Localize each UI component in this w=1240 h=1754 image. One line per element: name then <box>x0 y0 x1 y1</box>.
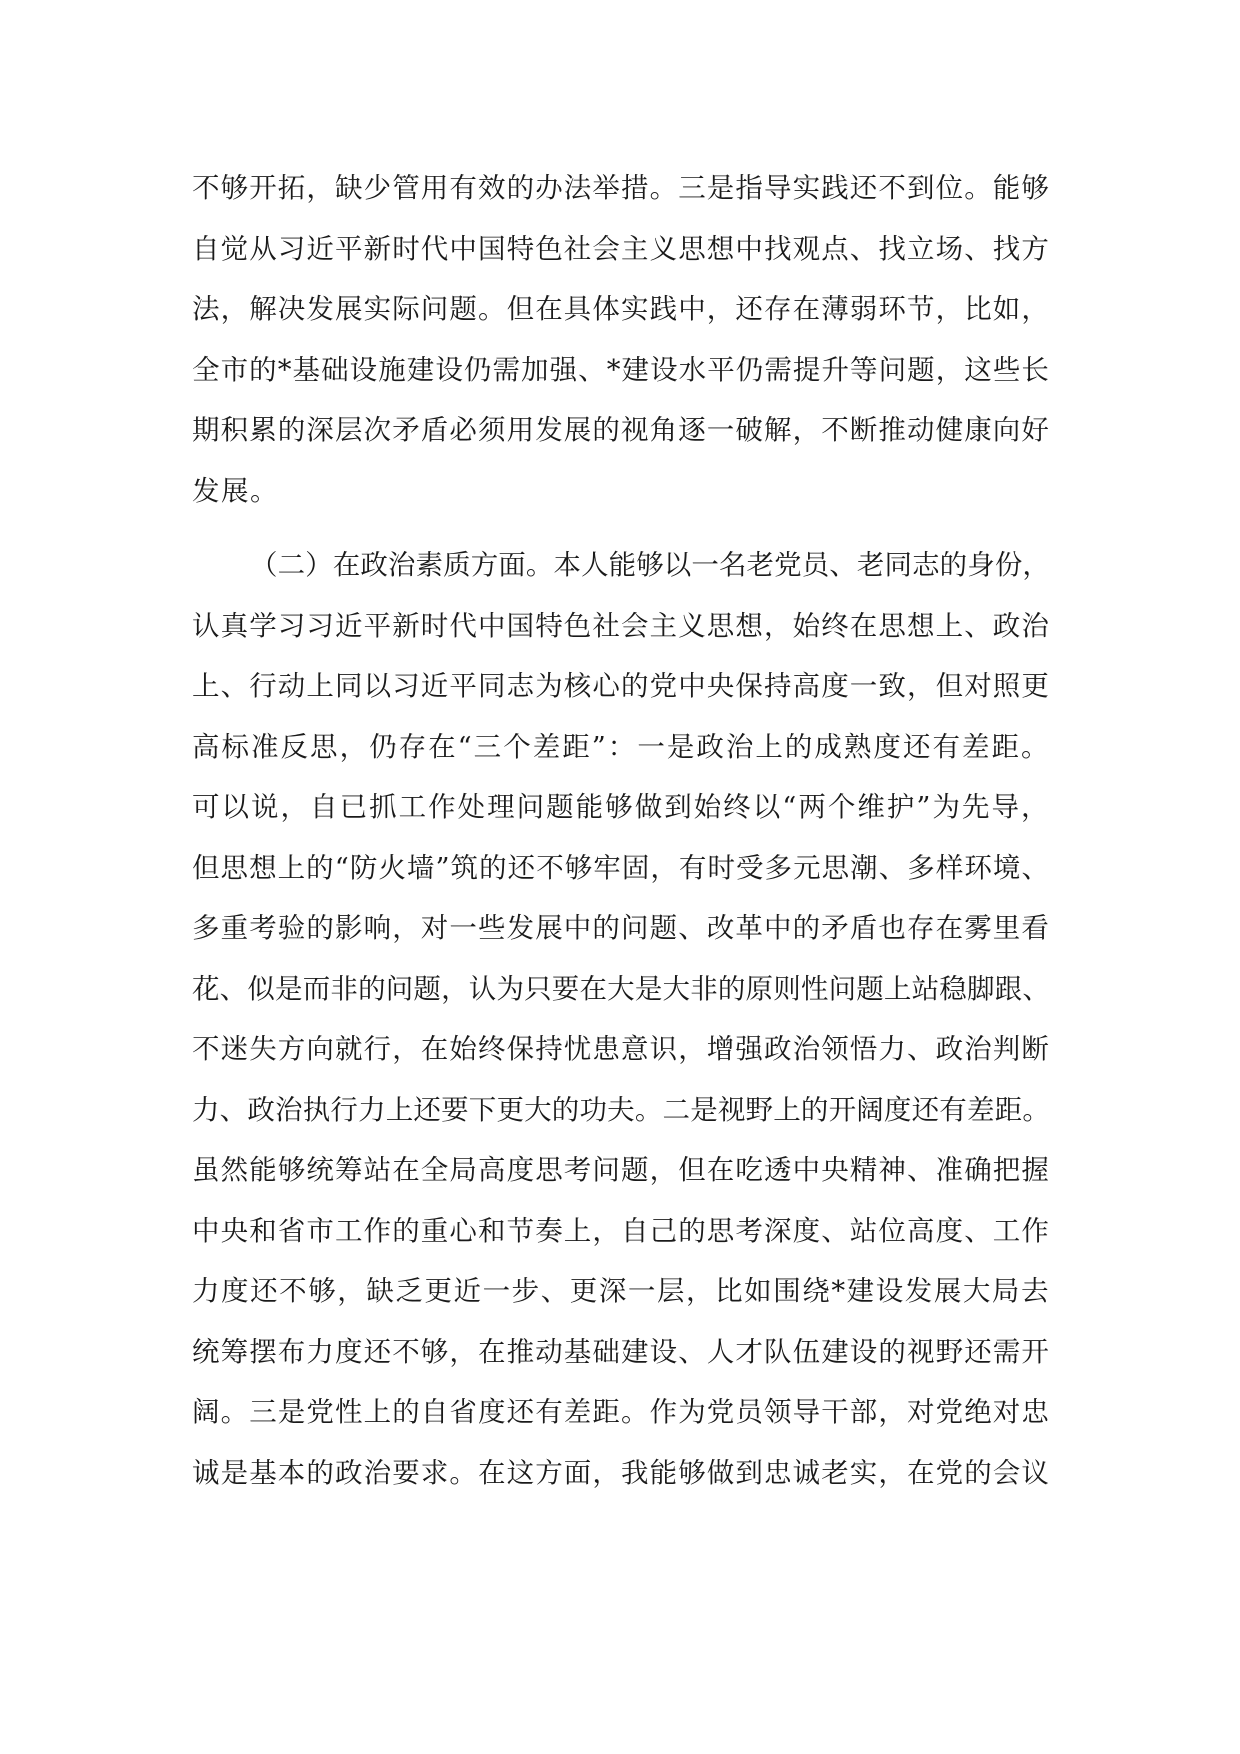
text-line: （二）在政治素质方面。本人能够以一名老党员、老同志的身份， <box>250 549 1050 581</box>
paragraph-spacer <box>192 521 1050 535</box>
text-line: 法，解决发展实际问题。但在具体实践中，还存在薄弱环节，比如， <box>192 293 1050 325</box>
text-line: 中央和省市工作的重心和节奏上，自己的思考深度、站位高度、工作 <box>192 1214 1050 1247</box>
text-line: 可以说，自已抓工作处理问题能够做到始终以“两个维护”为先导， <box>192 791 1050 823</box>
text-line: 高标准反思，仍存在“三个差距”：一是政治上的成熟度还有差距。 <box>192 730 1050 763</box>
text-line: 自觉从习近平新时代中国特色社会主义思想中找观点、找立场、找方 <box>192 232 1050 265</box>
text-line: 全市的*基础设施建设仍需加强、*建设水平仍需提升等问题，这些长 <box>192 353 1050 386</box>
text-line: 多重考验的影响，对一些发展中的问题、改革中的矛盾也存在雾里看 <box>192 912 1050 944</box>
text-line: 力度还不够，缺乏更近一步、更深一层，比如围绕*建设发展大局去 <box>192 1275 1050 1307</box>
text-line: 虽然能够统筹站在全局高度思考问题，但在吃透中央精神、准确把握 <box>192 1154 1050 1186</box>
text-line: 力、政治执行力上还要下更大的功夫。二是视野上的开阔度还有差距。 <box>192 1093 1050 1126</box>
text-line: 认真学习习近平新时代中国特色社会主义思想，始终在思想上、政治 <box>192 609 1050 642</box>
text-line: 但思想上的“防火墙”筑的还不够牢固，有时受多元思潮、多样环境、 <box>192 851 1050 884</box>
document-body <box>192 158 1050 1503</box>
paragraph-1 <box>192 158 1050 521</box>
text-line: 诚是基本的政治要求。在这方面，我能够做到忠诚老实，在党的会议 <box>192 1456 1050 1489</box>
text-line: 不迷失方向就行，在始终保持忧患意识，增强政治领悟力、政治判断 <box>192 1033 1050 1065</box>
text-line: 期积累的深层次矛盾必须用发展的视角逐一破解，不断推动健康向好 <box>192 414 1050 446</box>
text-line: 发展。 <box>192 474 279 507</box>
text-line: 阔。三是党性上的自省度还有差距。作为党员领导干部，对党绝对忠 <box>192 1396 1050 1428</box>
text-line: 统筹摆布力度还不够，在推动基础建设、人才队伍建设的视野还需开 <box>192 1335 1050 1368</box>
text-line: 不够开拓，缺少管用有效的办法举措。三是指导实践还不到位。能够 <box>192 172 1050 204</box>
text-line: 花、似是而非的问题，认为只要在大是大非的原则性问题上站稳脚跟、 <box>192 972 1050 1005</box>
paragraph-2 <box>192 535 1050 1503</box>
text-line: 上、行动上同以习近平同志为核心的党中央保持高度一致，但对照更 <box>192 670 1050 702</box>
